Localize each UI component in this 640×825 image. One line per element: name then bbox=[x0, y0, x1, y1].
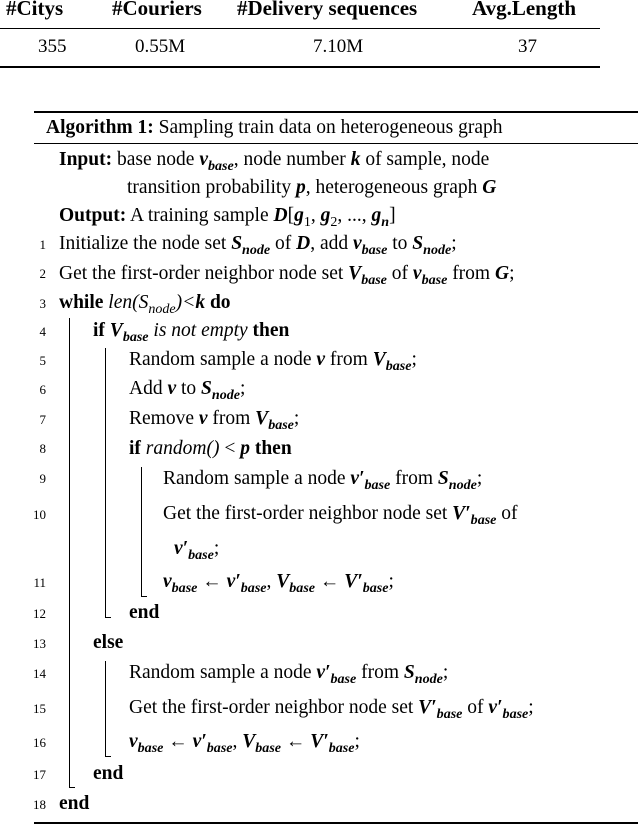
line-number: 17 bbox=[33, 767, 46, 782]
line-number: 8 bbox=[39, 441, 46, 456]
table-row bbox=[0, 28, 600, 56]
if-block-bar bbox=[105, 348, 106, 618]
algo-line-13: else bbox=[93, 632, 124, 653]
algo-line-6: Add v to $S_{node}$; bbox=[129, 378, 246, 403]
line-number: 11 bbox=[33, 575, 46, 590]
algo-input-cont: transition probability p, heterogeneous graph G bbox=[127, 177, 497, 198]
table-header-row bbox=[0, 0, 600, 28]
line-number: 9 bbox=[39, 471, 46, 486]
algo-top-rule bbox=[34, 111, 638, 113]
line-number: 13 bbox=[33, 636, 46, 651]
algo-output: Output: A training sample $D[g_1$, $g_2$, ..., $g_n$] bbox=[59, 205, 396, 230]
algo-line-4: if $V_{base}$ is not empty then bbox=[93, 320, 290, 345]
while-block-tick bbox=[69, 787, 75, 788]
header-delivery-sequences: #Delivery sequences bbox=[237, 0, 418, 20]
line-number: 18 bbox=[33, 797, 46, 812]
inner-if-block-tick bbox=[141, 596, 147, 597]
algo-line-10: Get the first-order neighbor node set $V'_{base}$ of bbox=[163, 503, 518, 528]
algo-bottom-rule bbox=[34, 822, 638, 824]
algo-line-3: while $len(S_{node})<k$ do bbox=[59, 292, 231, 317]
algo-input: Input: base node $v_{base}$, node number k of sample, node bbox=[59, 149, 490, 174]
line-number: 3 bbox=[39, 296, 46, 311]
algo-line-12: end bbox=[129, 602, 160, 623]
algo-line-11: $v_{base}$ ← $v'_{base}$, $V_{base}$ ← $V'_{base}$; bbox=[163, 571, 394, 596]
header-couriers: #Couriers bbox=[112, 0, 202, 20]
while-block-bar bbox=[69, 318, 70, 788]
algo-caption-rule bbox=[34, 143, 638, 144]
if-block-tick bbox=[105, 617, 111, 618]
algo-line-9: Random sample a node $v'_{base}$ from $S_{node}$; bbox=[163, 468, 483, 493]
algo-line-8: if random() < p then bbox=[129, 438, 292, 459]
algo-line-7: Remove v from $V_{base}$; bbox=[129, 408, 300, 433]
line-number: 12 bbox=[33, 606, 46, 621]
header-citys: #Citys bbox=[6, 0, 64, 20]
line-number: 6 bbox=[39, 382, 46, 397]
cell-citys: 355 bbox=[38, 36, 67, 57]
else-block-tick bbox=[105, 756, 111, 757]
cell-couriers: 0.55M bbox=[135, 36, 186, 57]
inner-if-block-bar bbox=[141, 467, 142, 597]
output-label: Output: bbox=[59, 205, 127, 226]
input-label: Input: bbox=[59, 149, 113, 170]
line-number: 5 bbox=[39, 353, 46, 368]
line-number: 2 bbox=[39, 266, 46, 281]
algo-title: Sampling train data on heterogeneous graph bbox=[158, 117, 503, 138]
algo-line-2: Get the first-order neighbor node set $V_{base}$ of $v_{base}$ from G; bbox=[59, 263, 515, 288]
line-number: 1 bbox=[39, 237, 46, 252]
algo-label: Algorithm 1: bbox=[46, 117, 154, 138]
algo-line-18: end bbox=[59, 793, 90, 814]
line-number: 4 bbox=[39, 324, 46, 339]
line-number: 7 bbox=[39, 412, 46, 427]
algo-caption bbox=[46, 116, 503, 140]
algo-line-16: $v_{base}$ ← $v'_{base}$, $V_{base}$ ← $V'_{base}$; bbox=[129, 731, 360, 756]
stats-table bbox=[0, 0, 600, 56]
cell-avg-length: 37 bbox=[518, 36, 537, 57]
table-bottom-rule bbox=[0, 66, 600, 68]
cell-delivery-sequences: 7.10M bbox=[313, 36, 364, 57]
algo-line-1: Initialize the node set $S_{node}$ of D, add $v_{base}$ to $S_{node}$; bbox=[59, 233, 457, 258]
else-block-bar bbox=[105, 661, 106, 757]
line-number: 16 bbox=[33, 735, 46, 750]
header-avg-length: Avg.Length bbox=[472, 0, 577, 20]
algo-line-10-cont: $v'_{base}$; bbox=[174, 538, 220, 563]
line-number: 10 bbox=[33, 507, 46, 522]
algo-line-15: Get the first-order neighbor node set $V'_{base}$ of $v'_{base}$; bbox=[129, 697, 534, 722]
algo-line-14: Random sample a node $v'_{base}$ from $S_{node}$; bbox=[129, 662, 449, 687]
algo-line-5: Random sample a node v from $V_{base}$; bbox=[129, 349, 417, 374]
line-number: 15 bbox=[33, 701, 46, 716]
line-number: 14 bbox=[33, 666, 46, 681]
algo-line-17: end bbox=[93, 763, 124, 784]
